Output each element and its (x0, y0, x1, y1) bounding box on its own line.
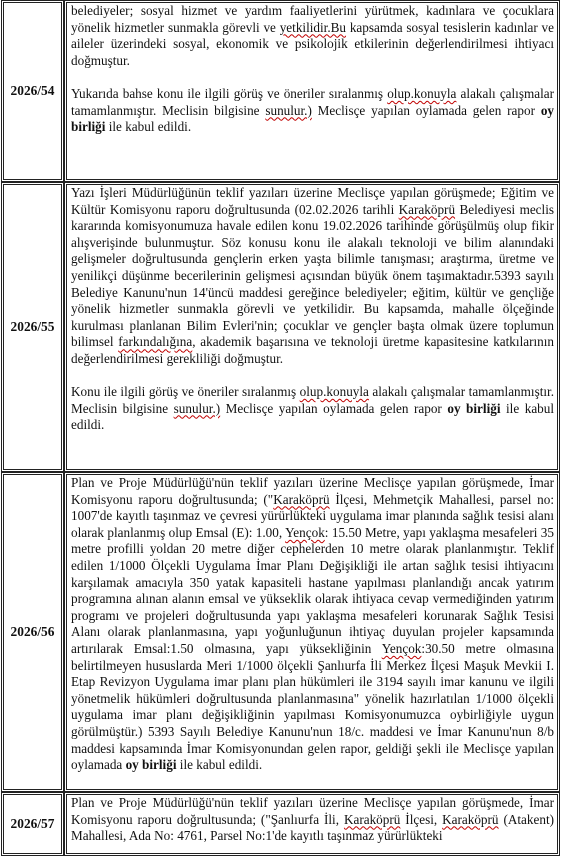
decisions-table (1, 0, 560, 856)
decision-number: 2026/56 (1, 472, 64, 792)
decision-number: 2026/57 (1, 792, 64, 856)
decision-paragraph: Plan ve Proje Müdürlüğü'nün teklif yazıları üzerine Meclisçe yapılan görüşmede, İmar Komisyonu raporu doğrultusunda; ("Şanlıurfa İli, Karaköprü İlçesi, Karaköprü (Atakent) Mahallesi, Ada No: 4761, Parsel No:1'de kayıtlı taşınmaz yürürlükteki (71, 795, 554, 844)
table-row (1, 472, 560, 792)
decision-text (64, 0, 560, 182)
table-row (1, 792, 560, 856)
decision-text (64, 472, 560, 792)
decision-number: 2026/55 (1, 182, 64, 472)
decision-paragraph: belediyeler; sosyal hizmet ve yardım faaliyetlerini yürütmek, kadınlara ve çocuklara yönelik hizmetler sunmakla görevli ve yetkilidir.Bu kapsamda sosyal tesislerin kadınlar ve aileler üzerindeki sosyal, ekonomik ve psikolojik etkilerinin değerlendirilmesi ihtiyacı doğmuştur. (71, 3, 554, 68)
decision-paragraph: Plan ve Proje Müdürlüğü'nün teklif yazıları üzerine Meclisçe yapılan görüşmede, İmar Komisyonu raporu doğrultusunda; ("Karaköprü İlçesi, Mehmetçik Mahallesi, parsel no: 1007'de kayıtlı taşınmaz ve çevresi yürürlükteki uygulama imar planında sağlık tesisi alanı olarak planlanmış olup Emsal (E): 1.00, Yençok: 15.50 Metre, yapı yaklaşma mesafeleri 35 metre profilli yoldan 20 metre diğer cephelerden 10 metre olarak planlanmıştır. Teklif edilen 1/1000 Ölçekli Uygulama İmar Planı Değişikliği ile artan sağlık tesisi ihtiyacını karşılamak amacıyla 350 yatak kapasiteli hastane yapılması planlandığı ancak yatırım programına alınan alanın emsal ve yükseklik olarak ihtiyaca cevap vermediğinden yatırım programı ve projeleri doğrultusunda yapı yaklaşma mesafeleri korunarak Sağlık Tesisi Alanı olarak planlanmasına, yapı yoğunluğunun ihtiyaç duyulan projeler kapsamında artırılarak Emsal:1.50 olmasına, yapı yüksekliğinin Yençok:30.50 metre olmasına belirtilmeyen hususlarda Meri 1/1000 ölçekli Şanlıurfa İli Merkez İlçesi Maşuk Mevkii I. Etap Revizyon Uygulama imar planı plan hükümleri ile 3194 sayılı imar kanunu ve ilgili yönetmelik hükümleri doğrultusunda planlanmasına" yönelik hazırlatılan 1/1000 ölçekli uygulama imar planı değişikliğinin yapılması Komisyonumuzca oybirliğiyle uygun görülmüştür.) 5393 Sayılı Belediye Kanunu'nun 18/c. maddesi ve İmar Kanunu'nun 8/b maddesi kapsamında İmar Komisyonundan gelen rapor, geldiği şekli ile Meclisçe yapılan oylamada oy birliği ile kabul edildi. (71, 475, 555, 773)
decision-paragraph: Yazı İşleri Müdürlüğünün teklif yazıları üzerine Meclisçe yapılan görüşmede; Eğitim ve Kültür Komisyonu raporu doğrultusunda (02.02.2026 tarihli Karaköprü Belediyesi meclis kararında komisyonumuza havale edilen konu 19.02.2026 tarihinde görüşülmüş olup fikir alışverişinde bulunmuştur. Söz konusu konu ile alakalı teknoloji ve bilim alanındaki gelişmeler doğrultusunda gençlerin erken yaşta bilimle tanışması; araştırma, üretme ve yenilikçi düşünme becerilerinin gelişmesi açısından büyük önem taşımaktadır.5393 sayılı Belediye Kanunu'nun 14'üncü maddesi gereğince belediyeler; eğitim, kültür ve gençliğe yönelik hizmetler sunmakla görevli ve yetkilidir. Bu kapsamda, mahalle ölçeğinde kurulması planlanan Bilim Evleri'nin; çocuklar ve gençler başta olmak üzere toplumun bilimsel farkındalığına, akademik başarısına ve teknoloji üretme kapasitesine katkılarının değerlendirilmesi gerekliliği doğmuştur. (71, 185, 554, 366)
council-decisions-page (1, 0, 560, 856)
decision-paragraph: Yukarıda bahse konu ile ilgili görüş ve öneriler sıralanmış olup.konuyla alakalı çalışmalar tamamlanmıştır. Meclisin bilgisine sunulur.) Meclisçe yapılan oylamada gelen rapor oy birliği ile kabul edildi. (71, 85, 555, 135)
table-row (1, 182, 560, 472)
decision-number: 2026/54 (1, 0, 64, 182)
decision-text (64, 792, 560, 856)
decision-paragraph: Konu ile ilgili görüş ve öneriler sıralanmış olup.konuyla alakalı çalışmalar tamamlanmıştır. Meclisin bilgisine sunulur.) Meclisçe yapılan oylamada gelen rapor oy birliği ile kabul edildi. (71, 384, 555, 433)
decision-text (64, 182, 560, 472)
table-row (1, 0, 560, 182)
